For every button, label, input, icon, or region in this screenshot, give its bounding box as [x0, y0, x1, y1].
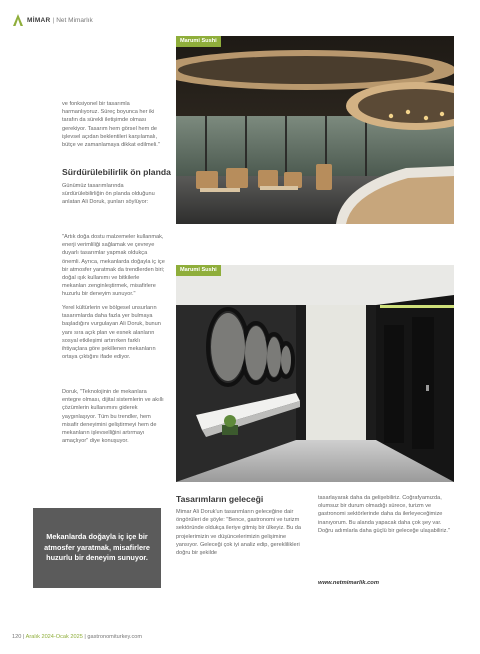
future-heading: Tasarımların geleceği — [176, 494, 264, 504]
header-separator: | — [52, 16, 55, 24]
restaurant-photo — [176, 36, 454, 224]
image-caption: Marumi Sushi — [176, 265, 221, 276]
pull-quote-box — [33, 508, 161, 588]
page-footer: 120 | Aralık 2024-Ocak 2025 | gastronomiturkey.com — [12, 634, 143, 640]
section-label: Net Mimarlık — [56, 16, 93, 24]
footer-site[interactable]: gastronomiturkey.com — [87, 634, 143, 640]
section-heading: Sürdürülebilirlik ön planda — [62, 167, 171, 177]
paragraph-local: Yerel kültürlerin ve bölgesel unsurların tasarımlarda daha fazla yer bulmaya başladığını vurgulayan Ali Doruk, bunun yanı sıra açık plan ve esnek alanların sosyal etkileşimi artırırken farklı ihtiyaçlara göre şekillenen mekanların ortaya çıktığını ifade ediyor. — [62, 305, 161, 361]
pull-quote-text: Mekanlarda doğayla iç içe bir atmosfer yaratmak, misafirlere huzurlu bir deneyim sunuyor. — [44, 532, 150, 563]
brand-label: MİMAR — [27, 16, 51, 24]
page-number: 120 — [12, 634, 22, 640]
page-header — [12, 12, 93, 28]
issue-date: Aralık 2024-Ocak 2025 — [25, 634, 83, 640]
restroom-photo — [176, 265, 454, 482]
paragraph-intro: ve fonksiyonel bir tasarımla harmanlıyoruz. Süreç boyunca her iki tarafın da sürekli iletişimde olması gerekiyor. Tasarım hem görsel hem de işlevsel açıdan beklentileri karşılamalı, bütçe ve zamanlamaya dikkat edilmeli." — [62, 101, 160, 149]
image-caption: Marumi Sushi — [176, 36, 221, 47]
future-paragraph-left: Mimar Ali Doruk'un tasarımların geleceğine dair öngörüleri de şöyle: "Bence, gastronomi ve turizm sektöründe oldukça ileriye gitmiş bir ülkeyiz. Bu da projelerimizin ve düşüncelerimizin gelişimine yansıyor. Geleceği çok iyi analiz edip, gereklilikleri doğru bir şekilde — [176, 509, 301, 557]
future-paragraph-right: tasarlayarak daha da gelişebiliriz. Coğrafyamızda, olumsuz bir durum olmadığı sürece, turizm ve gastronomi sektörlerinde daha da ilerleyeceğimize inanıyorum. Bu alanda yapacak daha çok şey var. Doğru adımlarla daha güçlü bir geleceğe ulaşabiliriz." — [318, 495, 450, 534]
paragraph-quote: "Artık doğa dostu malzemeler kullanmak, enerji verimliliği sağlamak ve çevreye duyarlı tasarımlar yapmak oldukça önemli. Ayrıca, mekanlarda doğayla iç içe bir atmosfer yaratmak da trendlerden biri; doğal ışık kullanımı ve bitkilerle mekanları zenginleştirmek, misafirlere huzurlu bir deneyim sunuyor." — [62, 234, 165, 298]
website-link[interactable]: www.netmimarlik.com — [318, 580, 379, 586]
paragraph-sustainability: Günümüz tasarımlarında sürdürülebilirliğin ön planda olduğunu anlatan Ali Doruk, şunları söylüyor: — [62, 183, 155, 206]
paragraph-technology: Doruk, "Teknolojinin de mekanlara entegre olması, dijital sistemlerin ve akıllı çözümlerin kullanımını giderek yaygınlaşıyor. Tüm bu trendler, hem misafir deneyimini geliştirmeyi hem de mekanların işlevselliğini artırmayı amaçlıyor" diye konuşuyor. — [62, 389, 164, 445]
mimar-logo-icon — [12, 13, 24, 27]
